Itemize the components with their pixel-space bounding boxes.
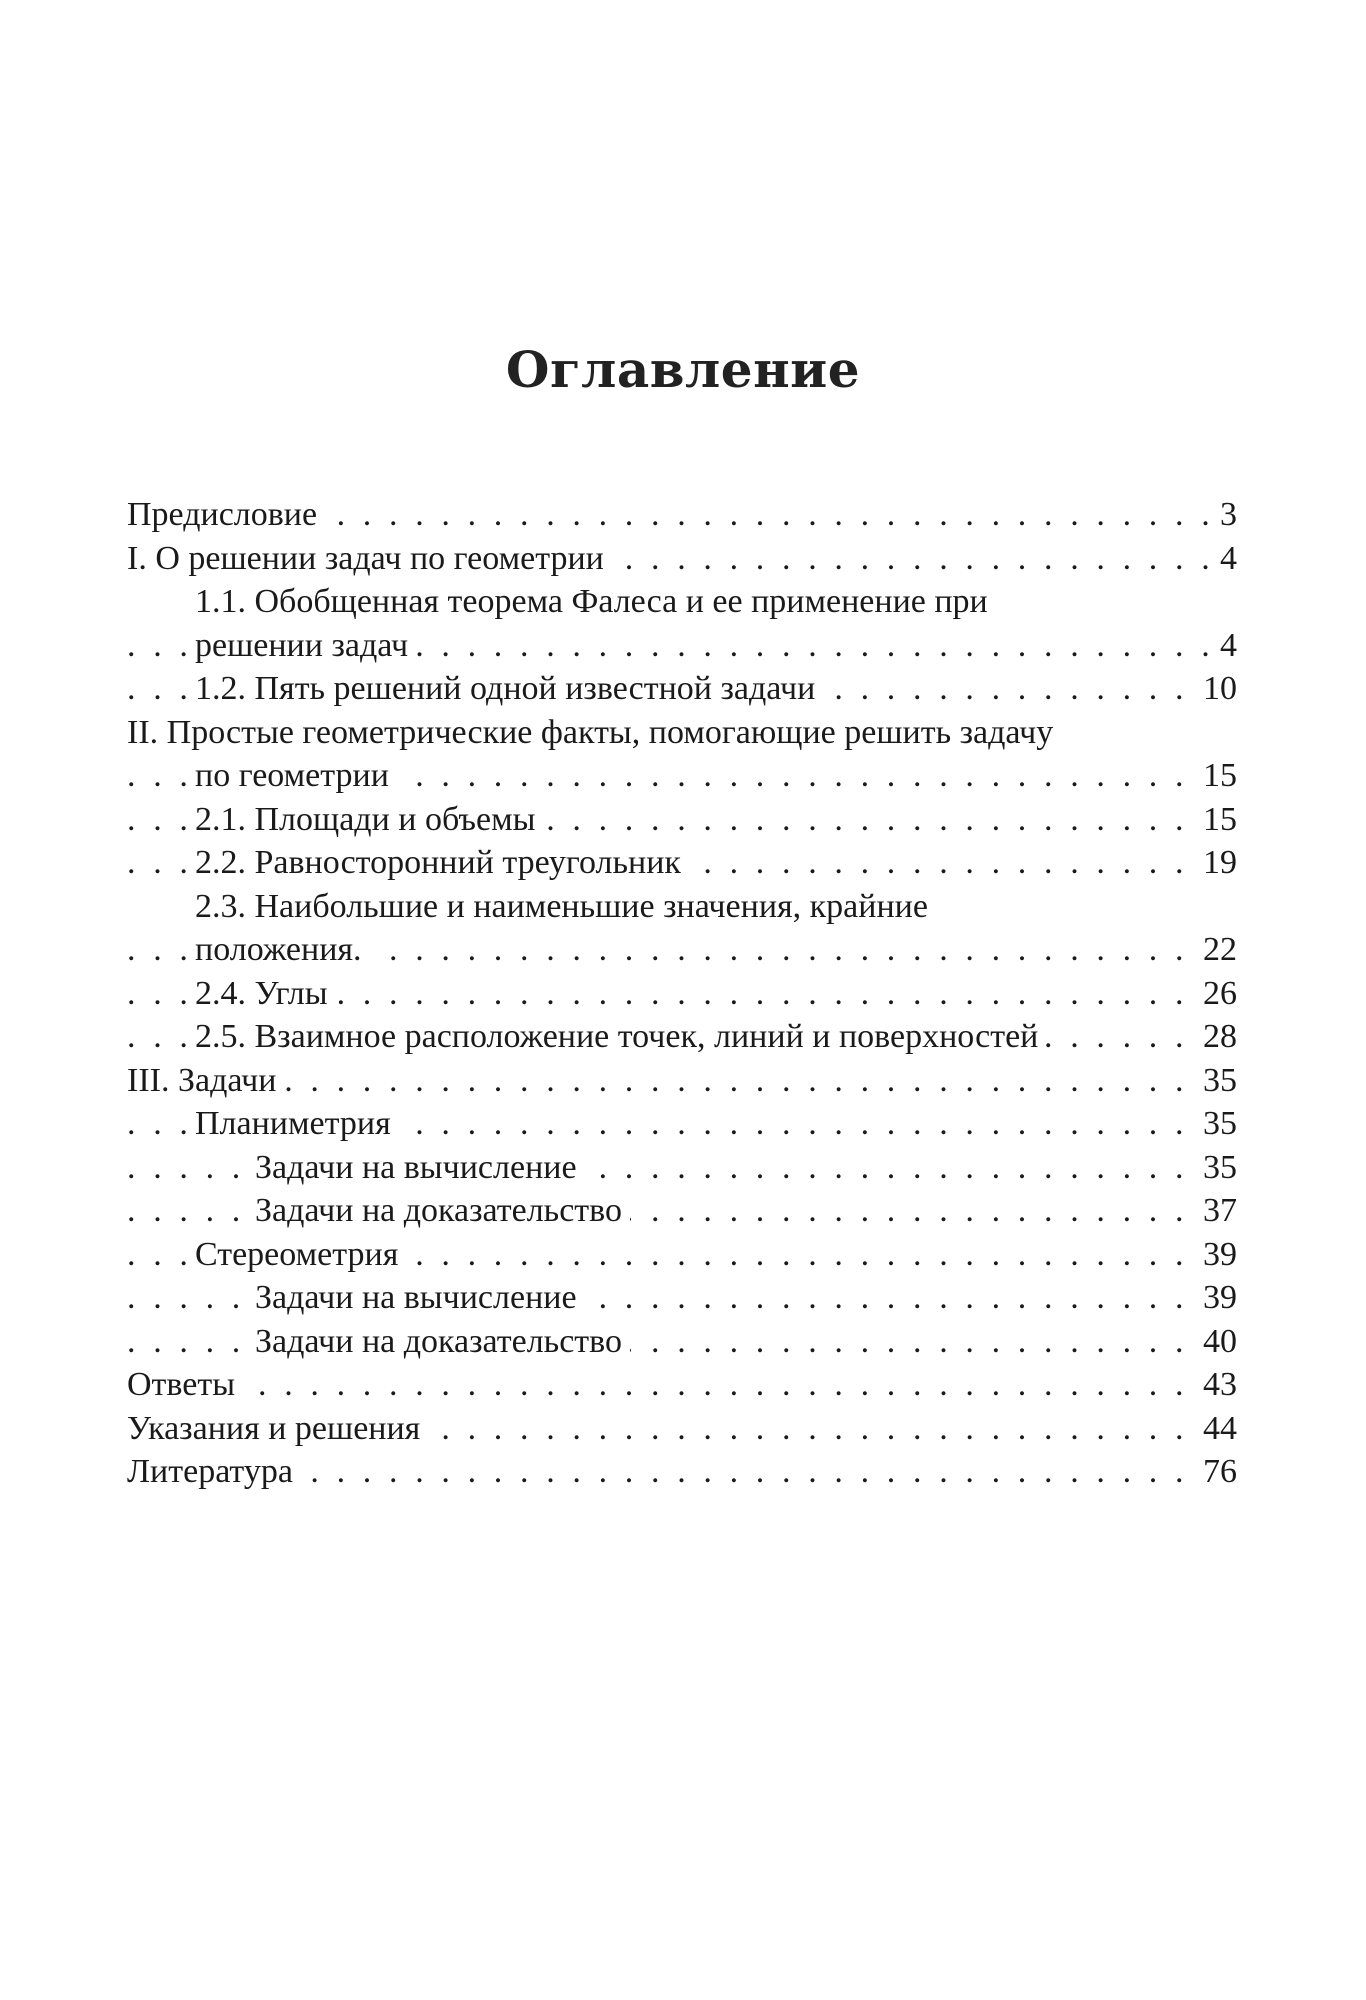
toc-entry-label: Указания и решения xyxy=(127,1410,428,1447)
toc-entry-page: 40 xyxy=(1193,1320,1237,1364)
toc-entry-label: Литература xyxy=(127,1453,301,1490)
toc-entry-section-1-2[interactable] xyxy=(127,667,1237,711)
toc-entry-hints[interactable] xyxy=(127,1407,1237,1451)
toc-entry-page: 35 xyxy=(1193,1059,1237,1103)
toc-entry-page: 37 xyxy=(1193,1189,1237,1233)
toc-entry-label: положения. xyxy=(195,931,370,968)
toc-entry-planimetry-proof[interactable] xyxy=(127,1189,1237,1233)
toc-entry-stereometry-proof[interactable] xyxy=(127,1320,1237,1364)
toc-entry-label: по геометрии xyxy=(195,757,397,794)
toc-entry-section-2-4[interactable] xyxy=(127,972,1237,1016)
toc-entry-page: 76 xyxy=(1193,1450,1237,1494)
toc-entry-page: 26 xyxy=(1193,972,1237,1016)
toc-entry-page: 4 xyxy=(1210,537,1237,581)
toc-entry-label: Задачи на доказательство xyxy=(255,1323,630,1360)
table-of-contents xyxy=(127,493,1237,1494)
toc-entry-page: 28 xyxy=(1193,1015,1237,1059)
toc-entry-page: 3 xyxy=(1210,493,1237,537)
toc-entry-label: Стереометрия xyxy=(195,1236,406,1273)
toc-entry-page: 15 xyxy=(1193,754,1237,798)
toc-entry-label: Задачи на вычисление xyxy=(255,1149,585,1186)
toc-entry-label: Задачи на доказательство xyxy=(255,1192,630,1229)
toc-entry-section-1-1-cont[interactable] xyxy=(127,624,1237,668)
toc-entry-label: II. Простые геометрические факты, помогающие решить задачу xyxy=(127,714,1061,751)
toc-entry-section-2-2[interactable] xyxy=(127,841,1237,885)
toc-entry-planimetry-calc[interactable] xyxy=(127,1146,1237,1190)
toc-entry-section-2-3-cont[interactable] xyxy=(127,928,1237,972)
toc-entry-label: Планиметрия xyxy=(195,1105,399,1142)
toc-entry-answers[interactable] xyxy=(127,1363,1237,1407)
toc-entry-label: Предисловие xyxy=(127,496,325,533)
toc-entry-page: 35 xyxy=(1193,1146,1237,1190)
toc-entry-label: 2.5. Взаимное расположение точек, линий и поверхностей xyxy=(195,1018,1046,1055)
toc-entry-page: 39 xyxy=(1193,1233,1237,1277)
toc-entry-page: 19 xyxy=(1193,841,1237,885)
toc-entry-stereometry-calc[interactable] xyxy=(127,1276,1237,1320)
toc-entry-section-2-5[interactable] xyxy=(127,1015,1237,1059)
toc-entry-section-2-1[interactable] xyxy=(127,798,1237,842)
toc-entry-page: 22 xyxy=(1193,928,1237,972)
page-title: Оглавление xyxy=(505,340,861,399)
toc-entry-label: 2.2. Равносторонний треугольник xyxy=(195,844,689,881)
toc-entry-chapter-3[interactable] xyxy=(127,1059,1237,1103)
toc-entry-label: 2.3. Наибольшие и наименьшие значения, крайние xyxy=(195,888,936,925)
toc-entry-label: 2.4. Углы xyxy=(195,975,336,1012)
toc-entry-label: 1.2. Пять решений одной известной задачи xyxy=(195,670,823,707)
toc-entry-page: 39 xyxy=(1193,1276,1237,1320)
toc-entry-page: 44 xyxy=(1193,1407,1237,1451)
toc-entry-literature[interactable] xyxy=(127,1450,1237,1494)
toc-entry-label: Задачи на вычисление xyxy=(255,1279,585,1316)
toc-entry-label: 2.1. Площади и объемы xyxy=(195,801,543,838)
toc-entry-chapter-1[interactable] xyxy=(127,537,1237,581)
toc-entry-label: Ответы xyxy=(127,1366,243,1403)
toc-entry-page: 15 xyxy=(1193,798,1237,842)
toc-entry-preface[interactable] xyxy=(127,493,1237,537)
toc-entry-label: 1.1. Обобщенная теорема Фалеса и ее применение при xyxy=(195,583,996,620)
toc-entry-label: решении задач xyxy=(195,627,416,664)
toc-entry-label: III. Задачи xyxy=(127,1062,284,1099)
toc-entry-page: 4 xyxy=(1210,624,1237,668)
toc-entry-section-2-3[interactable] xyxy=(127,885,1237,929)
toc-entry-label: I. О решении задач по геометрии xyxy=(127,540,612,577)
toc-entry-chapter-2[interactable] xyxy=(127,711,1237,755)
toc-entry-page: 43 xyxy=(1193,1363,1237,1407)
toc-entry-chapter-2-cont[interactable] xyxy=(127,754,1237,798)
toc-entry-page: 35 xyxy=(1193,1102,1237,1146)
toc-entry-section-1-1[interactable] xyxy=(127,580,1237,624)
toc-entry-stereometry[interactable] xyxy=(127,1233,1237,1277)
toc-entry-page: 10 xyxy=(1193,667,1237,711)
toc-entry-planimetry[interactable] xyxy=(127,1102,1237,1146)
